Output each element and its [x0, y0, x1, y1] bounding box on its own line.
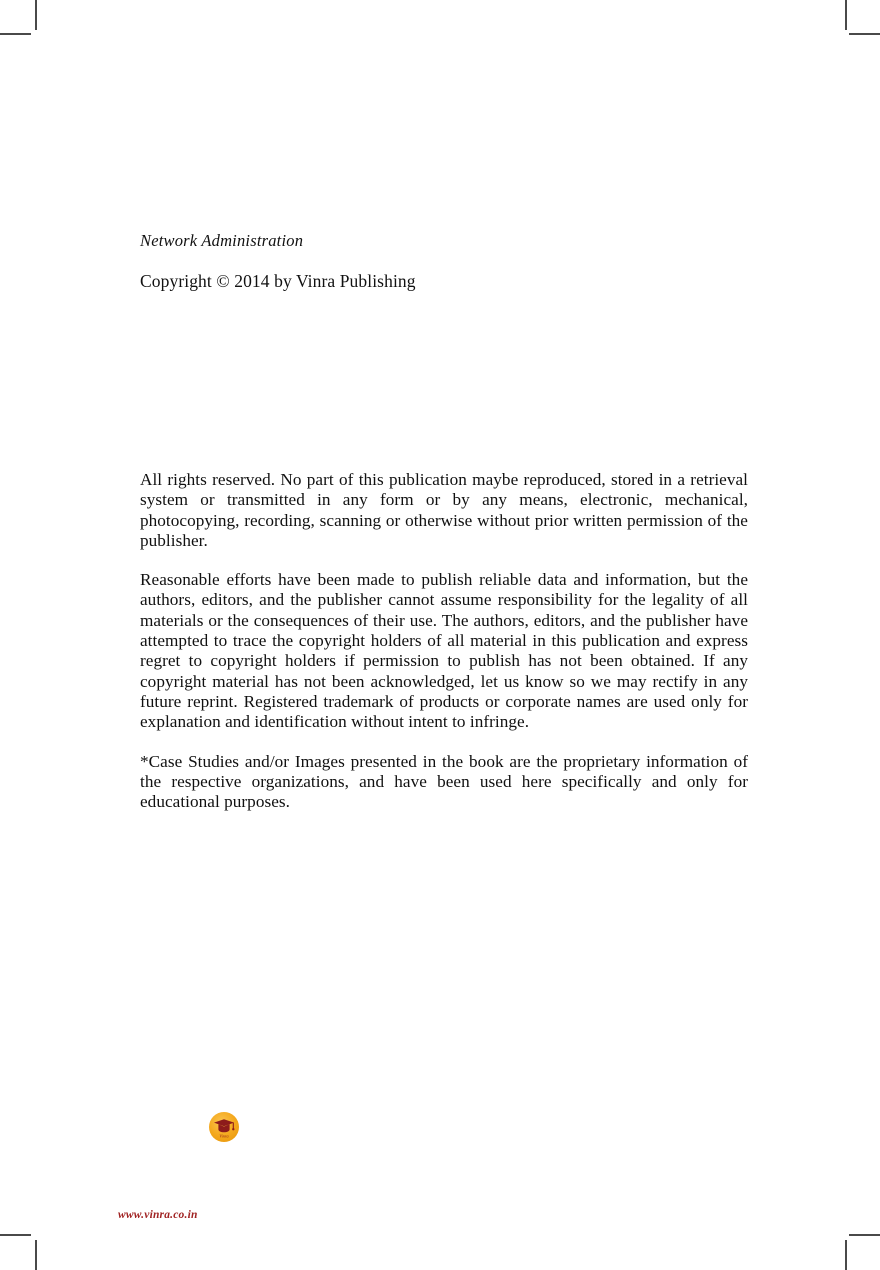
paragraph-case-studies-note: *Case Studies and/or Images presented in the book are the proprietary information of the respective organizations, and have been used here specifically and only for educational purposes. — [140, 751, 748, 812]
publisher-website-url[interactable]: www.vinra.co.in — [118, 1209, 198, 1221]
paragraph-all-rights-reserved: All rights reserved. No part of this publication maybe reproduced, stored in a retrieval system or transmitted in any form or by any means, electronic, mechanical, photocopying, recording, scanning or otherwise without prior written permission of the publisher. — [140, 470, 748, 550]
book-title: Network Administration — [140, 231, 304, 250]
legal-text-block — [140, 470, 748, 812]
svg-text:Vinra: Vinra — [219, 1133, 229, 1139]
crop-mark-top-left-vertical — [35, 0, 37, 30]
crop-mark-top-right-horizontal — [849, 33, 880, 35]
crop-mark-bottom-left-horizontal — [0, 1234, 31, 1236]
crop-mark-top-left-horizontal — [0, 33, 31, 35]
crop-mark-bottom-right-horizontal — [849, 1234, 880, 1236]
graduation-cap-icon — [208, 1111, 240, 1143]
publisher-logo — [208, 1111, 240, 1143]
crop-mark-bottom-right-vertical — [845, 1240, 847, 1270]
crop-mark-top-right-vertical — [845, 0, 847, 30]
title-block — [140, 231, 750, 293]
paragraph-disclaimer: Reasonable efforts have been made to publish reliable data and information, but the authors, editors, and the publisher cannot assume responsibility for the legality of all materials or the consequences of their use. The authors, editors, and the publisher have attempted to trace the copyright holders of all material in this publication and express regret to copyright holders if permission to publish has not been obtained. If any copyright material has not been acknowledged, let us know so we may rectify in any future reprint. Registered trademark of products or corporate names are used only for explanation and identification without intent to infringe. — [140, 570, 748, 732]
crop-mark-bottom-left-vertical — [35, 1240, 37, 1270]
copyright-statement: Copyright © 2014 by Vinra Publishing — [140, 270, 416, 291]
